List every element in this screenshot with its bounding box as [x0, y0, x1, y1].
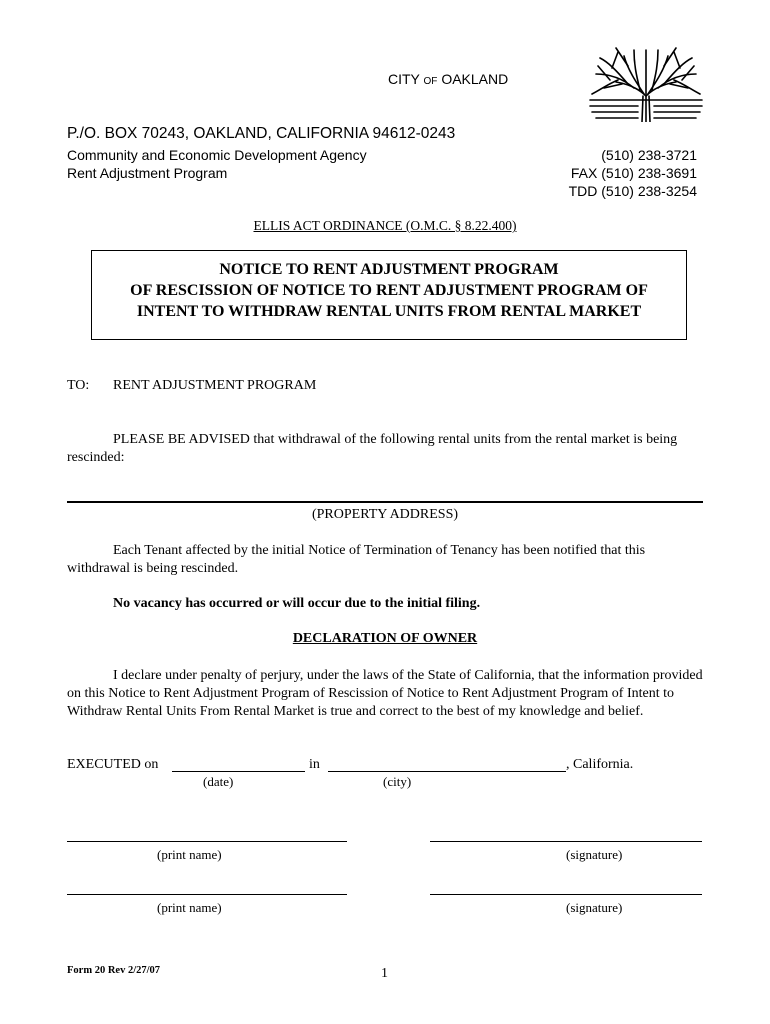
ordinance-reference: ELLIS ACT ORDINANCE (O.M.C. § 8.22.400) — [253, 218, 517, 233]
agency-block — [67, 146, 367, 182]
city-caption: (city) — [383, 774, 412, 789]
signature-caption-2: (signature) — [566, 900, 623, 915]
fax-number: FAX (510) 238-3691 — [570, 165, 697, 181]
agency-name: Community and Economic Development Agency — [67, 147, 367, 163]
declaration-title: DECLARATION OF OWNER — [292, 631, 478, 646]
no-vacancy-statement: No vacancy has occurred or will occur due to the initial filing. — [113, 596, 481, 611]
notice-title-box — [91, 250, 687, 340]
phone-block — [569, 146, 697, 200]
executed-on-label: EXECUTED on — [67, 757, 159, 772]
title-line-2: OF RESCISSION OF NOTICE TO RENT ADJUSTMENT PROGRAM OF — [130, 282, 648, 299]
affected-text: Each Tenant affected by the initial Notice of Termination of Tenancy has been notified that this withdrawal is being rescinded. — [67, 543, 646, 576]
signature-field-1[interactable] — [430, 841, 702, 842]
property-address-label: (PROPERTY ADDRESS) — [311, 507, 459, 522]
date-field[interactable] — [172, 771, 305, 772]
state-label: , California. — [566, 757, 634, 772]
advised-paragraph — [67, 431, 703, 467]
phone-number: (510) 238-3721 — [601, 147, 697, 163]
city-name: OAKLAND — [441, 71, 509, 87]
date-caption: (date) — [203, 774, 234, 789]
in-label: in — [309, 757, 320, 772]
affected-paragraph — [67, 542, 703, 578]
tdd-number: TDD (510) 238-3254 — [568, 183, 697, 199]
po-box-address: P./O. BOX 70243, OAKLAND, CALIFORNIA 94612-0243 — [67, 125, 456, 142]
advised-text: PLEASE BE ADVISED that withdrawal of the following rental units from the rental market is being rescinded: — [67, 432, 678, 465]
city-field[interactable] — [328, 771, 566, 772]
declaration-paragraph — [67, 667, 703, 721]
signature-caption-1: (signature) — [566, 847, 623, 862]
oak-tree-logo-icon — [588, 44, 704, 122]
city-prefix: CITY — [388, 71, 420, 87]
declaration-text: I declare under penalty of perjury, under the laws of the State of California, that the information provided on this Notice to Rent Adjustment Program of Rescission of Notice to Rent Adjustment Program of Intent to Withdraw Rental Units From Rental Market is true and correct to the best of my knowledge and belief. — [67, 668, 703, 719]
print-name-caption-2: (print name) — [157, 900, 222, 915]
to-label: TO: — [67, 378, 90, 393]
print-name-field-1[interactable] — [67, 841, 347, 842]
city-header — [388, 71, 508, 87]
print-name-field-2[interactable] — [67, 894, 347, 895]
print-name-caption-1: (print name) — [157, 847, 222, 862]
city-of: OF — [423, 76, 438, 87]
title-line-3: INTENT TO WITHDRAW RENTAL UNITS FROM RENTAL MARKET — [136, 303, 642, 320]
property-address-field[interactable] — [67, 501, 703, 503]
signature-field-2[interactable] — [430, 894, 702, 895]
program-name: Rent Adjustment Program — [67, 165, 228, 181]
title-line-1: NOTICE TO RENT ADJUSTMENT PROGRAM — [219, 261, 559, 278]
page-number: 1 — [381, 966, 388, 981]
form-revision: Form 20 Rev 2/27/07 — [67, 965, 161, 976]
to-recipient: RENT ADJUSTMENT PROGRAM — [113, 378, 317, 393]
